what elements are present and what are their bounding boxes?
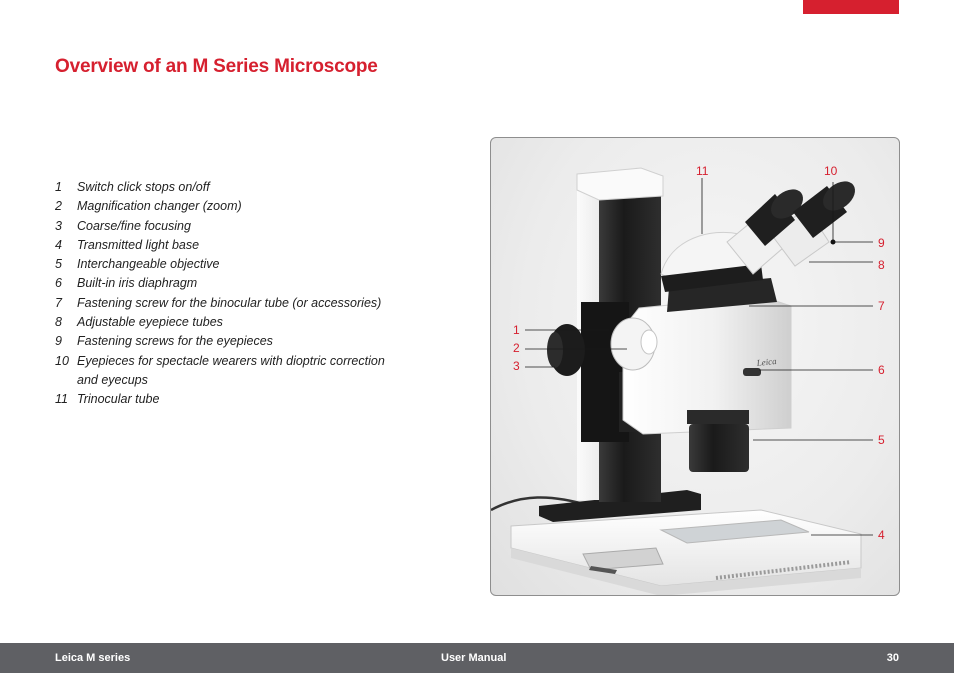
zoom-knob-cap [641,330,657,354]
page-footer [0,643,954,673]
item-number: 7 [55,295,62,310]
callout-10: 10 [824,164,838,178]
item-text: Interchangeable objective [77,257,220,272]
item-text: Transmitted light base [77,237,200,252]
footer-document: User Manual [441,652,507,664]
item-text: Adjustable eyepiece tubes [77,315,223,330]
item-number: 3 [55,218,62,233]
callout-5: 5 [878,433,885,447]
microscope-illustration [491,138,899,595]
callout-3: 3 [513,359,520,373]
page-title: Overview of an M Series Microscope [55,56,378,77]
item-text: Eyepieces for spectacle wearers with dioptric correction and eyecups [77,353,385,387]
footer-product: Leica M series [55,652,131,664]
list-item [55,197,387,216]
item-number: 10 [55,353,69,368]
list-item [55,217,387,236]
callout-4: 4 [878,528,885,542]
item-text: Coarse/fine focusing [77,218,191,233]
list-item [55,178,387,197]
callout-8: 8 [878,258,885,272]
item-number: 8 [55,315,62,330]
callout-11: 11 [696,164,709,178]
item-text: Fastening screws for the eyepieces [77,334,273,349]
callout-7: 7 [878,299,885,313]
list-item [55,313,387,332]
list-item [55,274,387,293]
list-item [55,255,387,274]
objective-collar [687,410,749,424]
list-item [55,332,387,351]
item-number: 6 [55,276,62,291]
column-cap [577,168,663,200]
list-item [55,236,387,255]
fine-focus-knob [547,332,563,368]
item-number: 5 [55,257,62,272]
item-number: 4 [55,237,62,252]
iris-diaphragm-lever [743,368,761,376]
list-item [55,390,387,409]
item-text: Fastening screw for the binocular tube (or accessories) [77,295,382,310]
interchangeable-objective [689,424,749,472]
page-number: 30 [886,652,899,664]
list-item [55,352,387,391]
section-tab [803,0,899,14]
list-item [55,294,387,313]
callout-6: 6 [878,363,885,377]
item-number: 9 [55,334,62,349]
item-text: Trinocular tube [77,392,160,407]
item-text: Built-in iris diaphragm [77,276,198,291]
item-number: 1 [55,180,62,194]
item-number: 11 [55,392,68,407]
component-legend [55,178,387,410]
item-text: Switch click stops on/off [77,180,210,194]
callout-2: 2 [513,341,520,355]
microscope-figure [490,137,900,596]
brand-mark: Leica [756,355,778,368]
callout-1: 1 [513,323,520,337]
item-number: 2 [55,199,62,214]
callout-9: 9 [878,236,885,250]
item-text: Magnification changer (zoom) [77,199,242,214]
